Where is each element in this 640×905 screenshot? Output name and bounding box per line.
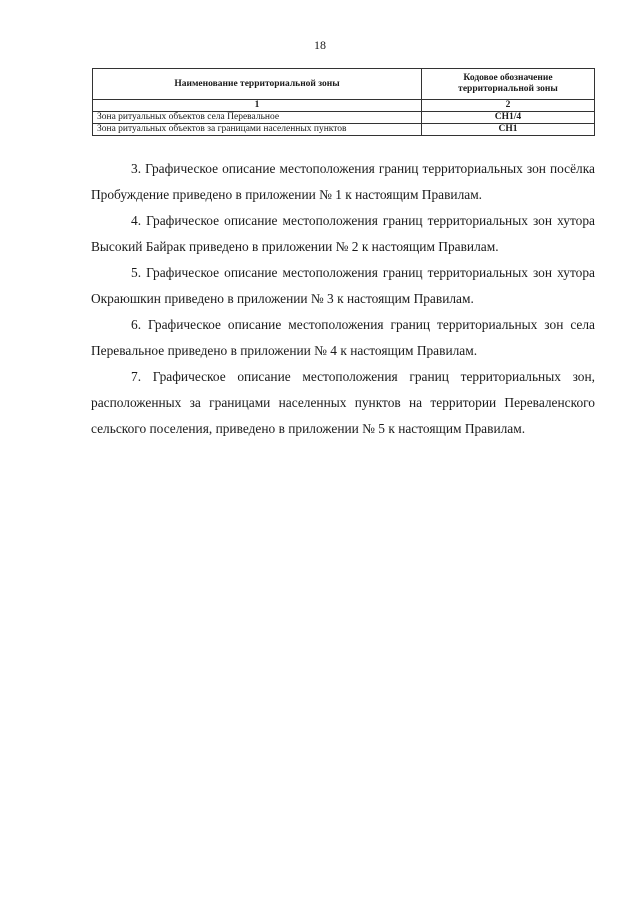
zone-code-cell: СН1/4: [422, 112, 595, 124]
table-numbering-row: [93, 100, 595, 112]
paragraph-7: 7. Графическое описание местоположения границ территориальных зон, расположенных за границами населенных пунктов на территории Переваленского сельского поселения, приведено в приложении № 5 к настоящим Правилам.: [91, 369, 595, 436]
header-zone-code: Кодовое обозначение территориальной зоны: [422, 69, 595, 100]
header-zone-name: Наименование территориальной зоны: [93, 69, 422, 100]
paragraph-6: 6. Графическое описание местоположения границ территориальных зон села Перевальное приведено в приложении № 4 к настоящим Правилам.: [91, 317, 595, 358]
territorial-zones-table: [92, 68, 595, 136]
column-number-2: 2: [422, 100, 595, 112]
table-row: [93, 124, 595, 136]
paragraph-4: 4. Графическое описание местоположения границ территориальных зон хутора Высокий Байрак приведено в приложении № 2 к настоящим Правилам.: [91, 213, 595, 254]
page-number: 18: [314, 38, 326, 52]
table-row: [93, 112, 595, 124]
paragraph-5: 5. Графическое описание местоположения границ территориальных зон хутора Окраюшкин приведено в приложении № 3 к настоящим Правилам.: [91, 265, 595, 306]
table-header-row: [93, 69, 595, 100]
zone-name-cell: Зона ритуальных объектов села Перевальное: [93, 112, 422, 124]
zone-name-cell: Зона ритуальных объектов за границами населенных пунктов: [93, 124, 422, 136]
paragraph-3: 3. Графическое описание местоположения границ территориальных зон посёлка Пробуждение приведено в приложении № 1 к настоящим Правилам.: [91, 161, 595, 202]
zone-code-cell: СН1: [422, 124, 595, 136]
column-number-1: 1: [93, 100, 422, 112]
document-body: [91, 156, 595, 442]
